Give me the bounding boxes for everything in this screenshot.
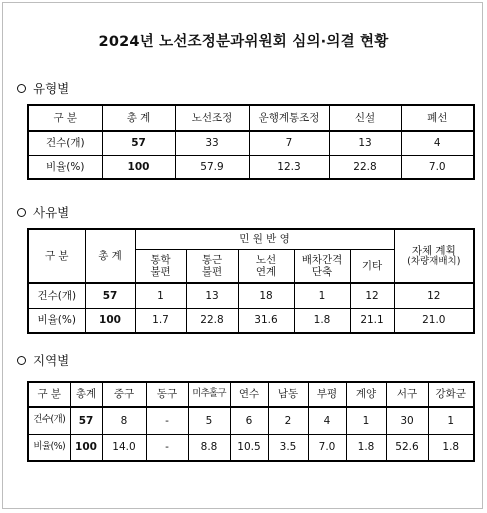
table-cell: 8: [102, 407, 146, 434]
header-cell: 강화군: [428, 382, 474, 407]
table-cell: 1: [135, 283, 186, 308]
table-cell: 8.8: [188, 434, 230, 461]
table-cell: -: [146, 407, 188, 434]
header-cell: 운행계통조정: [249, 105, 329, 131]
table-cell: 21.0: [394, 308, 474, 333]
table-header-row: [28, 382, 474, 407]
table-cell: 10.5: [230, 434, 268, 461]
table-cell: 1.7: [135, 308, 186, 333]
row-label: 비율(%): [28, 308, 85, 333]
table-header-row: [28, 105, 474, 131]
header-cell: 배차간격 단축: [294, 249, 350, 283]
header-cell: 구 분: [28, 382, 70, 407]
header-cell: 통학 불편: [135, 249, 186, 283]
table-cell: 100: [85, 308, 135, 333]
section-heading-reason: [17, 203, 69, 221]
header-cell: 구 분: [28, 229, 85, 283]
header-cell: 부평: [308, 382, 346, 407]
section-heading-type: [17, 79, 69, 97]
table-by-type: [27, 104, 475, 180]
table-cell: 1.8: [346, 434, 386, 461]
table-cell: 1: [346, 407, 386, 434]
table-cell: 57.9: [175, 155, 249, 179]
table-cell: 7.0: [401, 155, 474, 179]
table-row: [28, 407, 474, 434]
table-cell: 7: [249, 131, 329, 155]
table-cell: 33: [175, 131, 249, 155]
table-cell: 100: [102, 155, 175, 179]
header-cell: 연수: [230, 382, 268, 407]
row-label: 건수(개): [28, 283, 85, 308]
header-cell: 계양: [346, 382, 386, 407]
header-cell: 총 계: [85, 229, 135, 283]
header-cell: 서구: [386, 382, 428, 407]
header-cell: 남동: [268, 382, 308, 407]
table-cell: 31.6: [238, 308, 294, 333]
table-cell: 1: [428, 407, 474, 434]
self-plan-sublabel: (차량재배치): [407, 255, 461, 267]
header-cell: 기타: [350, 249, 394, 283]
section-heading-region: [17, 351, 69, 369]
header-self-plan-cell: [394, 229, 474, 283]
table-cell: 18: [238, 283, 294, 308]
table-cell: 4: [308, 407, 346, 434]
section-label: 사유별: [33, 205, 70, 220]
row-label: 비율(%): [28, 434, 70, 461]
table-cell: 2: [268, 407, 308, 434]
header-cell: 총 계: [102, 105, 175, 131]
table-cell: 12.3: [249, 155, 329, 179]
table-cell: 1.8: [294, 308, 350, 333]
table-row: [28, 155, 474, 179]
table-cell: 57: [70, 407, 102, 434]
circle-bullet-icon: [17, 356, 26, 365]
table-cell: 57: [85, 283, 135, 308]
table-by-reason: [27, 228, 475, 334]
table-cell: 3.5: [268, 434, 308, 461]
table-cell: 6: [230, 407, 268, 434]
header-cell: 총계: [70, 382, 102, 407]
table-cell: 13: [186, 283, 238, 308]
circle-bullet-icon: [17, 84, 26, 93]
header-cell: 동구: [146, 382, 188, 407]
table-cell: 4: [401, 131, 474, 155]
table-cell: 1.8: [428, 434, 474, 461]
table-cell: 14.0: [102, 434, 146, 461]
row-label: 건수(개): [28, 131, 102, 155]
table-cell: 1: [294, 283, 350, 308]
header-cell: 노선 연계: [238, 249, 294, 283]
header-cell: 미추홀구: [188, 382, 230, 407]
header-cell: 통근 불편: [186, 249, 238, 283]
table-cell: 22.8: [329, 155, 401, 179]
table-row: [28, 283, 474, 308]
table-cell: 30: [386, 407, 428, 434]
section-label: 유형별: [33, 81, 70, 96]
table-cell: -: [146, 434, 188, 461]
table-cell: 21.1: [350, 308, 394, 333]
table-cell: 100: [70, 434, 102, 461]
header-cell: 구 분: [28, 105, 102, 131]
table-cell: 5: [188, 407, 230, 434]
table-cell: 52.6: [386, 434, 428, 461]
header-cell: 노선조정: [175, 105, 249, 131]
header-cell: 폐선: [401, 105, 474, 131]
circle-bullet-icon: [17, 208, 26, 217]
table-row: [28, 308, 474, 333]
table-cell: 57: [102, 131, 175, 155]
table-by-region: [27, 381, 475, 462]
header-cell: 신설: [329, 105, 401, 131]
header-group-cell: 민 원 반 영: [135, 229, 394, 249]
table-header-row: [28, 229, 474, 249]
table-cell: 12: [394, 283, 474, 308]
table-cell: 12: [350, 283, 394, 308]
document-title: 2024년 노선조정분과위원회 심의·의결 현황: [98, 34, 389, 50]
table-cell: 13: [329, 131, 401, 155]
row-label: 비율(%): [28, 155, 102, 179]
table-row: [28, 434, 474, 461]
section-label: 지역별: [33, 353, 70, 368]
header-cell: 중구: [102, 382, 146, 407]
self-plan-label: 자체 계획: [411, 244, 456, 257]
table-cell: 22.8: [186, 308, 238, 333]
table-cell: 7.0: [308, 434, 346, 461]
row-label: 건수(개): [28, 407, 70, 434]
table-row: [28, 131, 474, 155]
